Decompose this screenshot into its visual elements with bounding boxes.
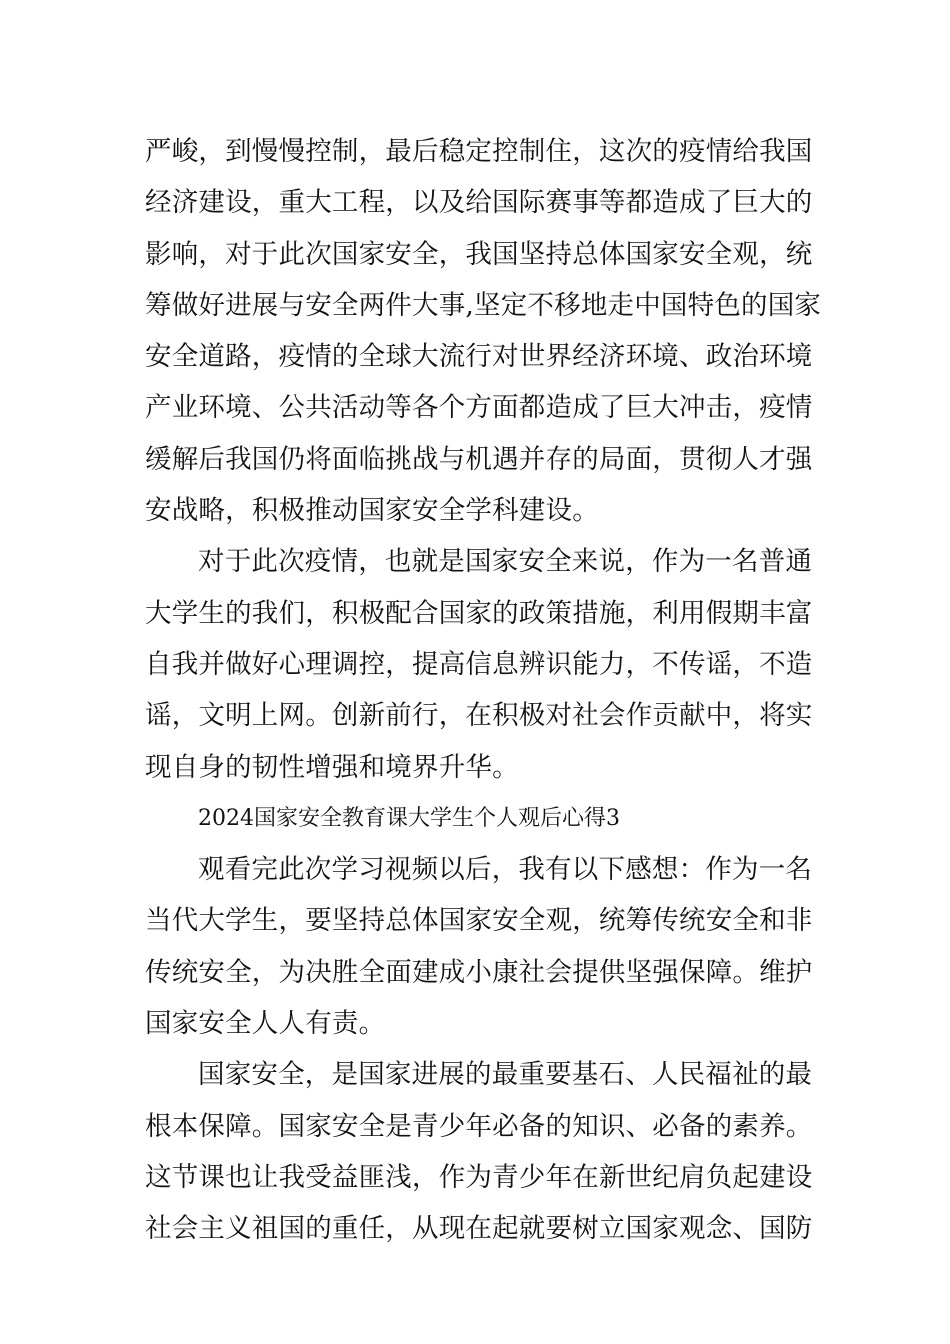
text-line: 自我并做好心理调控，提高信息辨识能力，不传谣，不造 bbox=[145, 648, 813, 680]
paragraph-4 bbox=[145, 1049, 813, 1254]
document-body bbox=[145, 126, 822, 1255]
text-line: 大学生的我们，积极配合国家的政策措施，利用假期丰富 bbox=[145, 597, 813, 629]
text-line: 产业环境、公共活动等各个方面都造成了巨大冲击，疫情 bbox=[145, 392, 813, 424]
text-line: 国家安全人人有责。 bbox=[145, 1008, 386, 1040]
text-line: 缓解后我国仍将面临挑战与机遇并存的局面，贯彻人才强 bbox=[145, 443, 813, 475]
text-line: 现自身的韧性增强和境界升华。 bbox=[145, 751, 519, 783]
heading-text: 2024国家安全教育课大学生个人观后心得3 bbox=[198, 805, 620, 831]
paragraph-2 bbox=[145, 536, 813, 792]
text-line: 对于此次疫情，也就是国家安全来说，作为一名普通 bbox=[198, 546, 813, 578]
text-line: 经济建设，重大工程，以及给国际赛事等都造成了巨大的 bbox=[145, 187, 813, 219]
text-line: 当代大学生，要坚持总体国家安全观，统筹传统安全和非 bbox=[145, 905, 813, 937]
paragraph-1 bbox=[145, 126, 822, 536]
text-line: 谣，文明上网。创新前行，在积极对社会作贡献中，将实 bbox=[145, 700, 813, 732]
text-line: 严峻，到慢慢控制，最后稳定控制住，这次的疫情给我国 bbox=[145, 136, 813, 167]
text-line: 这节课也让我受益匪浅，作为青少年在新世纪肩负起建设 bbox=[145, 1161, 813, 1193]
text-line: 安战略，积极推动国家安全学科建设。 bbox=[145, 495, 599, 527]
text-line: 根本保障。国家安全是青少年必备的知识、必备的素养。 bbox=[145, 1110, 813, 1142]
text-line: 安全道路，疫情的全球大流行对世界经济环境、政治环境 bbox=[145, 341, 813, 373]
paragraph-3 bbox=[145, 844, 813, 1049]
text-line: 影响，对于此次国家安全，我国坚持总体国家安全观，统 bbox=[145, 238, 813, 270]
text-line: 国家安全，是国家进展的最重要基石、人民福祉的最 bbox=[198, 1059, 813, 1091]
text-line: 观看完此次学习视频以后，我有以下感想：作为一名 bbox=[198, 854, 813, 886]
text-line: 社会主义祖国的重任，从现在起就要树立国家观念、国防 bbox=[145, 1213, 813, 1245]
text-line: 传统安全，为决胜全面建成小康社会提供坚强保障。维护 bbox=[145, 956, 813, 988]
text-line: 筹做好进展与安全两件大事,坚定不移地走中国特色的国家 bbox=[145, 289, 822, 321]
section-heading bbox=[145, 793, 807, 844]
